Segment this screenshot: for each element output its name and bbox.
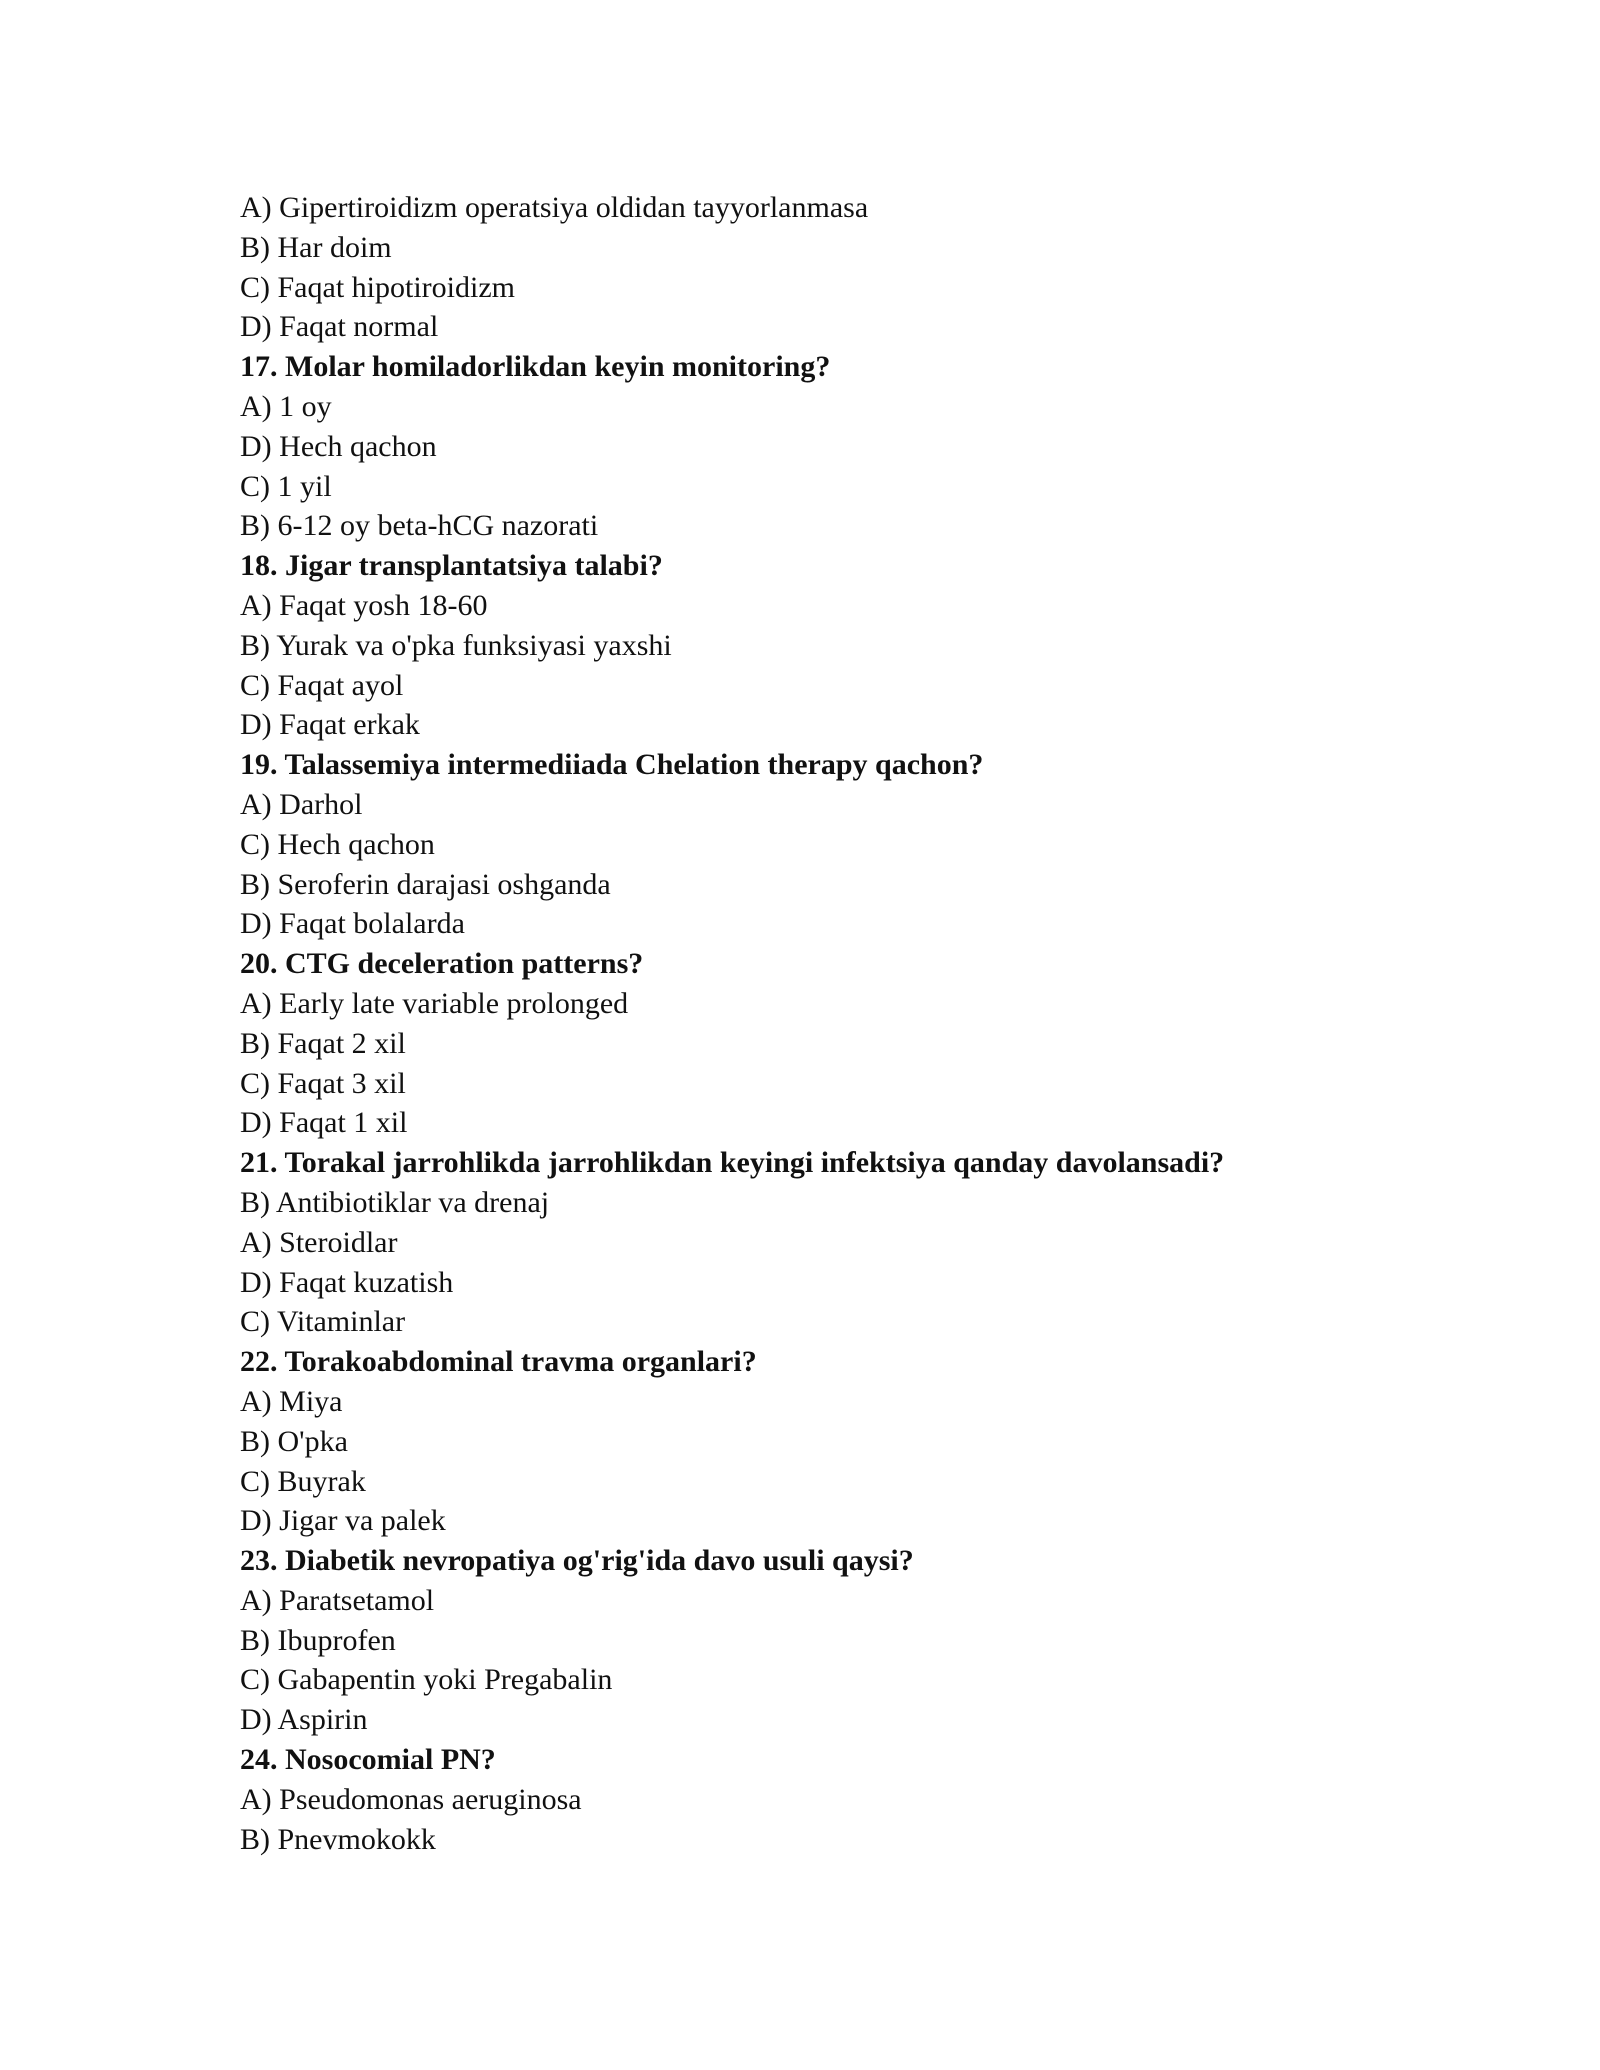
document-body bbox=[240, 188, 1400, 1859]
answer-option: C) Faqat hipotiroidizm bbox=[240, 270, 515, 304]
answer-option: C) 1 yil bbox=[240, 469, 332, 503]
answer-option: D) Faqat bolalarda bbox=[240, 907, 465, 941]
answer-option: A) 1 oy bbox=[240, 389, 332, 423]
answer-option: A) Paratsetamol bbox=[240, 1583, 435, 1617]
question-heading: 21. Torakal jarrohlikda jarrohlikdan keyingi infektsiya qanday davolansadi? bbox=[240, 1146, 1225, 1180]
answer-option: A) Early late variable prolonged bbox=[240, 986, 629, 1020]
answer-option: B) Seroferin darajasi oshganda bbox=[240, 867, 611, 901]
answer-option: D) Faqat 1 xil bbox=[240, 1106, 408, 1140]
answer-option: B) 6-12 oy beta-hCG nazorati bbox=[240, 509, 599, 543]
answer-option: C) Buyrak bbox=[240, 1464, 366, 1498]
answer-option: B) Antibiotiklar va drenaj bbox=[240, 1185, 550, 1219]
answer-option: A) Gipertiroidizm operatsiya oldidan tayyorlanmasa bbox=[240, 191, 869, 224]
answer-option: B) Ibuprofen bbox=[240, 1623, 396, 1657]
answer-option: A) Darhol bbox=[240, 787, 363, 821]
answer-option: D) Faqat normal bbox=[240, 310, 439, 344]
question-heading: 24. Nosocomial PN? bbox=[240, 1743, 496, 1777]
answer-option: A) Faqat yosh 18-60 bbox=[240, 588, 488, 622]
question-heading: 22. Torakoabdominal travma organlari? bbox=[240, 1345, 757, 1379]
answer-option: D) Faqat kuzatish bbox=[240, 1265, 454, 1299]
answer-option: C) Vitaminlar bbox=[240, 1305, 406, 1339]
answer-option: C) Gabapentin yoki Pregabalin bbox=[240, 1663, 613, 1697]
answer-option: B) Pnevmokokk bbox=[240, 1822, 436, 1856]
answer-option: B) O'pka bbox=[240, 1424, 348, 1458]
answer-option: B) Faqat 2 xil bbox=[240, 1026, 406, 1060]
answer-option: A) Steroidlar bbox=[240, 1225, 398, 1259]
answer-option: D) Hech qachon bbox=[240, 429, 437, 463]
question-heading: 23. Diabetik nevropatiya og'rig'ida davo usuli qaysi? bbox=[240, 1544, 914, 1578]
question-heading: 17. Molar homiladorlikdan keyin monitoring? bbox=[240, 350, 831, 384]
answer-option: C) Faqat ayol bbox=[240, 668, 404, 702]
answer-option: D) Jigar va palek bbox=[240, 1504, 446, 1538]
answer-option: D) Aspirin bbox=[240, 1703, 368, 1737]
answer-option: C) Faqat 3 xil bbox=[240, 1066, 406, 1100]
answer-option: C) Hech qachon bbox=[240, 827, 435, 861]
question-heading: 18. Jigar transplantatsiya talabi? bbox=[240, 549, 663, 583]
question-heading: 20. CTG deceleration patterns? bbox=[240, 947, 644, 981]
answer-option: B) Har doim bbox=[240, 230, 392, 264]
answer-option: A) Pseudomonas aeruginosa bbox=[240, 1782, 582, 1816]
question-heading: 19. Talassemiya intermediiada Chelation therapy qachon? bbox=[240, 748, 984, 782]
answer-option: D) Faqat erkak bbox=[240, 708, 420, 742]
answer-option: A) Miya bbox=[240, 1384, 343, 1418]
answer-option: B) Yurak va o'pka funksiyasi yaxshi bbox=[240, 628, 672, 662]
